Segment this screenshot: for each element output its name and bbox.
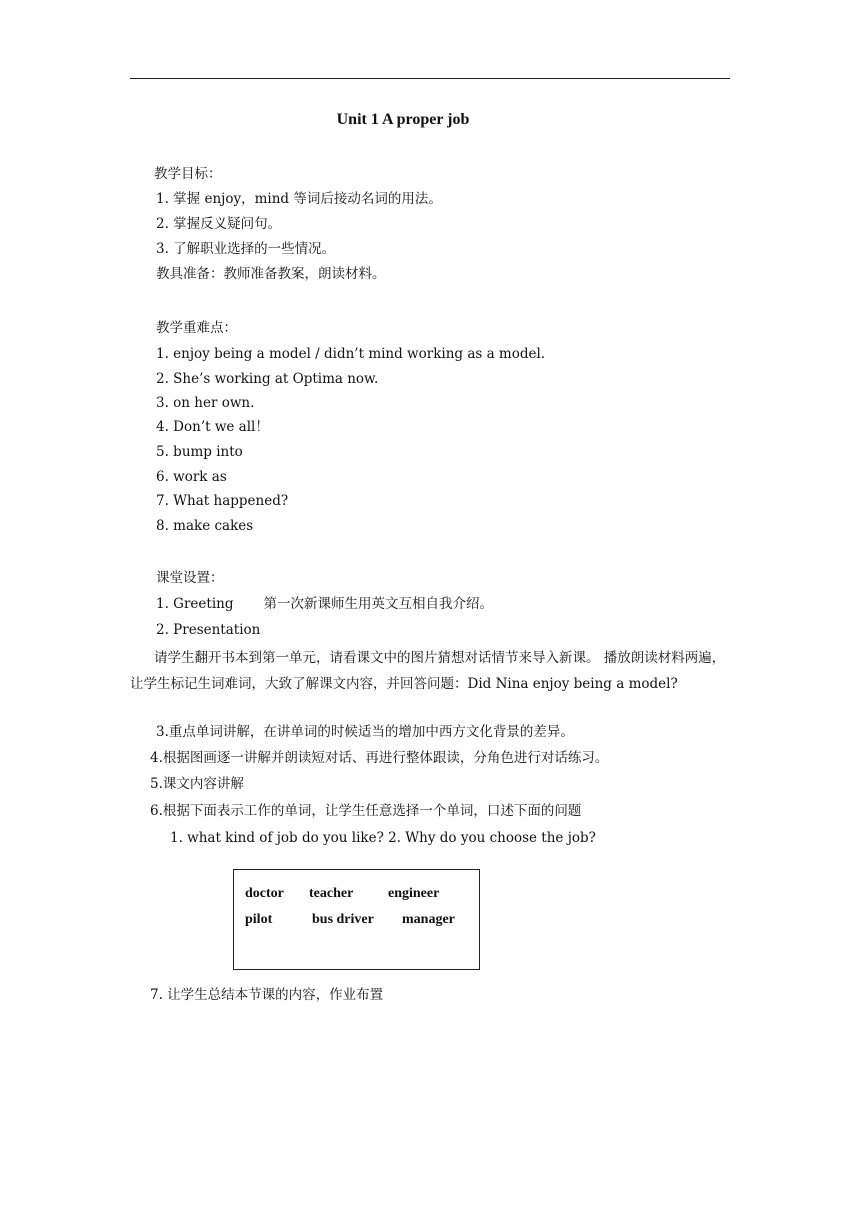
procedure-step-4: 4.根据图画逐一讲解并朗读短对话、再进行整体跟读，分角色进行对话练习。 <box>150 750 609 766</box>
objective-item: 1. 掌握 enjoy，mind 等词后接动名词的用法。 <box>156 191 442 207</box>
key-point-item: 2. She’s working at Optima now. <box>156 371 379 387</box>
objectives-heading: 教学目标： <box>154 166 222 182</box>
job-word: manager <box>402 912 455 927</box>
key-point-item: 7. What happened? <box>156 493 289 509</box>
job-word: pilot <box>245 912 273 927</box>
procedure-step-6: 6.根据下面表示工作的单词，让学生任意选择一个单词，口述下面的问题 <box>150 803 582 819</box>
key-point-item: 6. work as <box>156 469 227 485</box>
procedure-step-2: 2. Presentation <box>156 622 261 638</box>
objective-item: 2. 掌握反义疑问句。 <box>156 216 282 232</box>
objective-item: 3. 了解职业选择的一些情况。 <box>156 241 336 257</box>
key-point-item: 1. enjoy being a model / didn’t mind working as a model. <box>156 346 546 362</box>
procedure-step-1 <box>156 595 493 613</box>
job-word-box <box>233 869 480 970</box>
materials-line: 教具准备：教师准备教案，朗读材料。 <box>156 266 386 282</box>
header-rule <box>130 78 730 79</box>
key-point-item: 5. bump into <box>156 444 243 460</box>
key-point-item: 8. make cakes <box>156 518 254 534</box>
step-1-label: 1. Greeting <box>156 596 234 612</box>
job-word: engineer <box>388 886 440 901</box>
job-word: doctor <box>245 886 284 901</box>
procedure-step-3: 3.重点单词讲解，在讲单词的时候适当的增加中西方文化背景的差异。 <box>156 724 574 740</box>
key-point-item: 4. Don’t we all！ <box>156 419 269 435</box>
key-point-item: 3. on her own. <box>156 395 255 411</box>
key-points-heading: 教学重难点： <box>156 320 237 336</box>
procedure-step-7: 7. 让学生总结本节课的内容，作业布置 <box>150 987 384 1003</box>
job-word: bus driver <box>312 912 374 927</box>
job-word: teacher <box>309 886 354 901</box>
step-1-text: 第一次新课师生用英文互相自我介绍。 <box>263 596 493 612</box>
document-title: Unit 1 A proper job <box>336 111 470 128</box>
procedure-step-5: 5.课文内容讲解 <box>150 776 244 792</box>
procedure-heading: 课堂设置： <box>156 570 224 586</box>
presentation-paragraph: 请学生翻开书本到第一单元，请看课文中的图片猜想对话情节来导入新课。 播放朗读材料两遍，让学生标记生词难词，大致了解课文内容，并回答问题：Did Nina enjoy being a model? <box>130 650 726 692</box>
job-questions: 1. what kind of job do you like? 2. Why do you choose the job? <box>170 830 596 846</box>
